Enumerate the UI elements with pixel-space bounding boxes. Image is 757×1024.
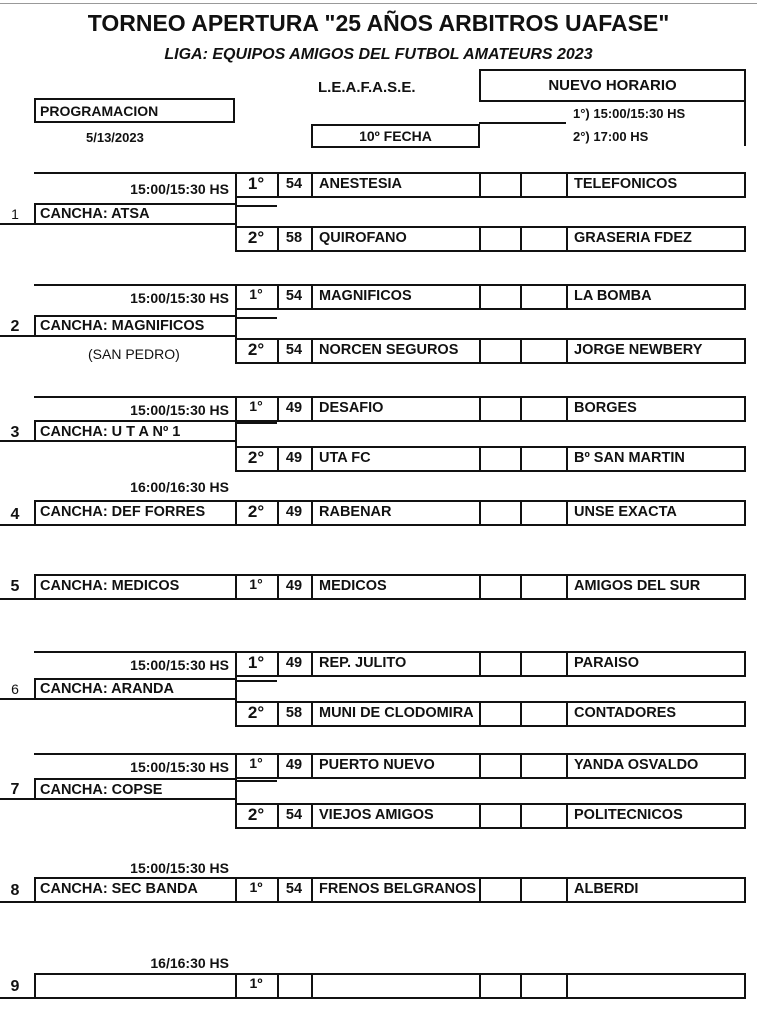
time-row-top <box>34 396 237 398</box>
match-category: 49 <box>285 504 303 520</box>
match-category: 49 <box>285 757 303 773</box>
match-row-divider <box>277 973 279 999</box>
match-row-divider <box>520 396 522 422</box>
order-gap-line <box>235 317 277 319</box>
order-gap-line <box>235 422 277 424</box>
home-team: MEDICOS <box>319 578 387 594</box>
match-row-divider <box>479 500 481 526</box>
match-row-divider <box>479 973 481 999</box>
order-gap-line <box>235 205 277 207</box>
match-row-divider <box>520 701 522 727</box>
match-row-divider <box>311 651 313 677</box>
match-row-divider <box>566 574 568 600</box>
match-row-divider <box>566 753 568 779</box>
time-slot: 15:00/15:30 HS <box>130 181 229 197</box>
time-row-top <box>34 753 237 755</box>
block-underline <box>0 524 36 526</box>
match-row-divider <box>566 651 568 677</box>
block-underline <box>0 223 36 225</box>
away-team: POLITECNICOS <box>574 807 683 823</box>
match-row-divider <box>566 701 568 727</box>
top-edge-line <box>0 3 757 4</box>
organization-name: L.E.A.F.A.S.E. <box>318 79 416 96</box>
time-row-top <box>34 284 237 286</box>
match-row-divider <box>520 284 522 310</box>
cancha-label: CANCHA: DEF FORRES <box>40 504 206 520</box>
cancha-label: CANCHA: COPSE <box>40 782 163 798</box>
match-order: 1° <box>249 398 263 414</box>
programacion-label: PROGRAMACION <box>40 103 159 119</box>
home-team: PUERTO NUEVO <box>319 757 435 773</box>
match-category: 49 <box>285 400 303 416</box>
block-underline <box>0 798 36 800</box>
match-row-divider <box>479 284 481 310</box>
match-row-divider <box>479 877 481 903</box>
match-row-divider <box>566 877 568 903</box>
match-row-divider <box>479 803 481 829</box>
cancha-label: CANCHA: SEC BANDA <box>40 881 198 897</box>
match-row-divider <box>566 500 568 526</box>
match-order: 1º <box>249 975 263 991</box>
cancha-box <box>34 973 237 999</box>
home-team: RABENAR <box>319 504 392 520</box>
block-underline <box>0 997 36 999</box>
page-title: TORNEO APERTURA "25 AÑOS ARBITROS UAFASE" <box>87 10 670 36</box>
home-team: MUNI DE CLODOMIRA <box>319 705 474 721</box>
home-team: FRENOS BELGRANOS <box>319 881 477 897</box>
match-row-divider <box>311 753 313 779</box>
match-row-divider <box>520 500 522 526</box>
home-team: MAGNIFICOS <box>319 288 412 304</box>
home-team: ANESTESIA <box>319 176 402 192</box>
time-slot: 15:00/15:30 HS <box>130 860 229 876</box>
match-order: 1° <box>249 755 263 771</box>
order-gap-line <box>235 680 277 682</box>
match-category: 49 <box>285 655 303 671</box>
match-row-divider <box>479 172 481 198</box>
home-team: VIEJOS AMIGOS <box>319 807 434 823</box>
away-team: TELEFONICOS <box>574 176 678 192</box>
match-order: 1° <box>249 286 263 302</box>
match-order: 2° <box>247 228 265 247</box>
match-category: 58 <box>285 705 303 721</box>
horario-divider <box>479 122 566 124</box>
match-row-divider <box>520 973 522 999</box>
match-row-divider <box>311 338 313 364</box>
match-category: 54 <box>285 288 303 304</box>
match-row-divider <box>520 172 522 198</box>
match-category: 54 <box>285 176 303 192</box>
block-underline <box>0 698 36 700</box>
block-underline <box>0 440 36 442</box>
horario-1: 1°) 15:00/15:30 HS <box>573 106 686 121</box>
away-team: LA BOMBA <box>574 288 652 304</box>
time-slot: 16/16:30 HS <box>150 955 229 971</box>
time-row-top <box>34 172 237 174</box>
match-row-divider <box>566 172 568 198</box>
block-number: 2 <box>10 318 20 335</box>
order-gap-line <box>235 780 277 782</box>
match-row-divider <box>479 574 481 600</box>
block-underline <box>0 901 36 903</box>
block-number: 3 <box>10 424 20 441</box>
match-row-divider <box>311 701 313 727</box>
match-row-divider <box>479 396 481 422</box>
block-number: 6 <box>11 681 19 697</box>
match-row-divider <box>520 753 522 779</box>
match-row-divider <box>311 973 313 999</box>
time-slot: 15:00/15:30 HS <box>130 657 229 673</box>
match-row-divider <box>311 396 313 422</box>
match-row-divider <box>479 753 481 779</box>
cancha-label: CANCHA: ATSA <box>40 206 150 222</box>
match-row-divider <box>566 396 568 422</box>
match-row-divider <box>479 226 481 252</box>
match-row-divider <box>566 338 568 364</box>
cancha-note: (SAN PEDRO) <box>88 346 180 362</box>
match-row-divider <box>311 803 313 829</box>
away-team: UNSE EXACTA <box>574 504 677 520</box>
match-row-divider <box>520 574 522 600</box>
match-row-divider <box>566 803 568 829</box>
cancha-label: CANCHA: MAGNIFICOS <box>40 318 205 334</box>
away-team: CONTADORES <box>574 705 677 721</box>
match-row-divider <box>479 651 481 677</box>
match-row-divider <box>311 877 313 903</box>
match-order: 1° <box>247 653 265 672</box>
match-order: 2° <box>247 805 265 824</box>
time-row-top <box>34 651 237 653</box>
match-order: 2° <box>247 448 265 467</box>
match-row-divider <box>520 446 522 472</box>
match-row-divider <box>520 338 522 364</box>
block-number: 9 <box>10 978 20 995</box>
match-row-divider <box>311 284 313 310</box>
away-team: JORGE NEWBERY <box>574 342 703 358</box>
match-row-divider <box>311 500 313 526</box>
horario-2: 2°) 17:00 HS <box>573 129 649 144</box>
home-team: REP. JULITO <box>319 655 407 671</box>
away-team: PARAISO <box>574 655 639 671</box>
match-row-divider <box>311 172 313 198</box>
match-row-divider <box>520 651 522 677</box>
match-row-divider <box>311 226 313 252</box>
block-underline <box>0 335 36 337</box>
match-category: 49 <box>285 450 303 466</box>
match-row-divider <box>479 338 481 364</box>
match-row-divider <box>311 446 313 472</box>
block-number: 5 <box>10 578 20 595</box>
fecha-label: 10º FECHA <box>359 128 432 144</box>
cancha-label: CANCHA: U T A Nº 1 <box>40 424 181 440</box>
match-order: 1º <box>249 879 263 895</box>
match-category: 58 <box>285 230 303 246</box>
home-team: QUIROFANO <box>319 230 407 246</box>
match-row-divider <box>311 574 313 600</box>
league-subtitle: LIGA: EQUIPOS AMIGOS DEL FUTBOL AMATEURS 2023 <box>164 46 593 63</box>
match-order: 1° <box>247 174 265 193</box>
match-category: 49 <box>285 578 303 594</box>
match-category: 54 <box>285 881 303 897</box>
match-category: 54 <box>285 807 303 823</box>
home-team: NORCEN SEGUROS <box>319 342 459 358</box>
schedule-date: 5/13/2023 <box>86 130 144 145</box>
time-slot: 15:00/15:30 HS <box>130 402 229 418</box>
away-team: BORGES <box>574 400 637 416</box>
home-team: DESAFIO <box>319 400 384 416</box>
match-order: 2° <box>247 340 265 359</box>
nuevo-horario-label: NUEVO HORARIO <box>548 77 677 94</box>
away-team: ALBERDI <box>574 881 639 897</box>
away-team: GRASERIA FDEZ <box>574 230 692 246</box>
cancha-label: CANCHA: MEDICOS <box>40 578 180 594</box>
block-number: 4 <box>10 506 20 523</box>
match-category: 54 <box>285 342 303 358</box>
match-order: 1° <box>249 576 263 592</box>
match-row-divider <box>479 701 481 727</box>
match-order: 2° <box>247 703 265 722</box>
match-row-divider <box>520 226 522 252</box>
block-underline <box>0 598 36 600</box>
cancha-label: CANCHA: ARANDA <box>40 681 174 697</box>
match-row-divider <box>520 877 522 903</box>
match-row-divider <box>566 284 568 310</box>
match-row-divider <box>566 446 568 472</box>
away-team: Bº SAN MARTIN <box>574 450 685 466</box>
horario-right-border <box>744 100 746 146</box>
time-slot: 15:00/15:30 HS <box>130 759 229 775</box>
time-slot: 16:00/16:30 HS <box>130 479 229 495</box>
home-team: UTA FC <box>319 450 371 466</box>
block-number: 8 <box>10 882 20 899</box>
away-team: AMIGOS DEL SUR <box>574 578 701 594</box>
block-number: 7 <box>10 781 20 798</box>
match-row-divider <box>520 803 522 829</box>
time-slot: 15:00/15:30 HS <box>130 290 229 306</box>
match-row-divider <box>566 973 568 999</box>
match-row-divider <box>479 446 481 472</box>
match-row-divider <box>566 226 568 252</box>
away-team: YANDA OSVALDO <box>574 757 699 773</box>
match-order: 2° <box>247 502 265 521</box>
block-number: 1 <box>11 206 19 222</box>
